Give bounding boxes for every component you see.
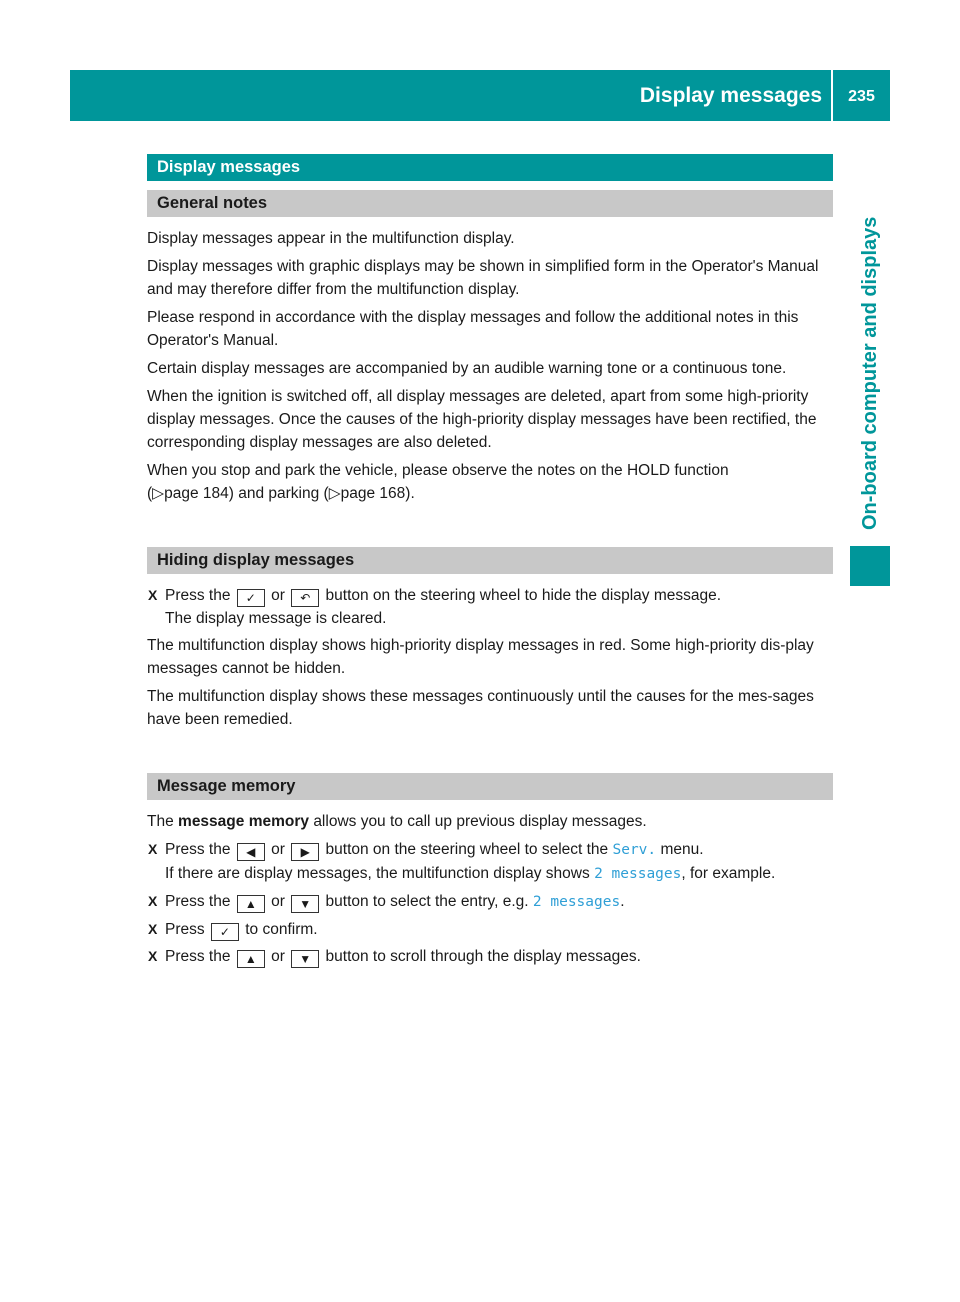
side-tab-marker (850, 546, 890, 586)
text: Press the (165, 841, 231, 858)
page-content (147, 154, 833, 972)
display-text: Serv. (612, 842, 657, 858)
step-result: If there are display messages, the multifunction display shows (165, 865, 590, 882)
step-arrow-icon: X (148, 841, 158, 857)
instruction-step: X Press the ▲ or ▼ button to select the entry, e.g. 2 messages. (147, 890, 833, 914)
up-arrow-key-icon: ▲ (237, 950, 265, 968)
step-arrow-icon: X (148, 948, 158, 964)
page-number: 235 (848, 88, 875, 105)
chapter-heading: Display messages (147, 154, 833, 181)
text: , for example. (681, 865, 776, 882)
ok-key-icon: ✓ (237, 589, 265, 607)
text: Press the (165, 893, 231, 910)
page-reference-icon: ▷ (152, 485, 165, 502)
text: to confirm. (245, 921, 318, 938)
paragraph: Certain display messages are accompanied by an audible warning tone or a continuous tone. (147, 360, 787, 377)
paragraph: When the ignition is switched off, all display messages are deleted, apart from some high-priority display messages. Once the causes of the high-priority display messages have been rectified, the corresponding display messages are also deleted. (147, 388, 817, 451)
page-header (70, 70, 890, 121)
page-reference[interactable]: page 168 (340, 485, 406, 502)
page-reference[interactable]: page 184 (164, 485, 229, 502)
display-text: 2 messages (594, 866, 682, 882)
paragraph-hold-reference: When you stop and park the vehicle, please observe the notes on the HOLD function (▷page 184) and parking (▷page 168). (147, 462, 729, 502)
bold-term: message memory (178, 813, 309, 830)
paragraph: The multifunction display shows high-priority display messages in red. Some high-priority dis-play messages cannot be hidden. (147, 637, 814, 677)
text: Press the (165, 948, 231, 965)
page-reference-icon: ▷ (328, 485, 341, 502)
display-text: 2 messages (532, 894, 621, 910)
down-arrow-key-icon: ▼ (291, 950, 319, 968)
text: or (271, 893, 285, 910)
instruction-step (147, 838, 833, 886)
step-arrow-icon: X (148, 587, 158, 603)
text: The (147, 813, 174, 830)
header-title: Display messages (639, 84, 822, 107)
paragraph: Display messages appear in the multifunction display. (147, 230, 515, 247)
back-key-icon: ↶ (291, 589, 319, 607)
text: or (271, 587, 285, 604)
text: button to select the entry, e.g. (325, 893, 529, 910)
section-heading-hiding: Hiding display messages (147, 547, 833, 574)
down-arrow-key-icon: ▼ (291, 895, 319, 913)
section-heading-message-memory: Message memory (147, 773, 833, 800)
section-heading-general-notes: General notes (147, 190, 833, 217)
paragraph: Please respond in accordance with the display messages and follow the additional notes in this Operator's Manual. (147, 309, 799, 349)
step-arrow-icon: X (148, 921, 158, 937)
step-arrow-icon: X (148, 893, 158, 909)
text: button on the steering wheel to select the (325, 841, 609, 858)
instruction-step (147, 945, 833, 968)
paragraph: The multifunction display shows these messages continuously until the causes for the mes-sages have been remedied. (147, 688, 814, 728)
up-arrow-key-icon: ▲ (237, 895, 265, 913)
text: and parking (238, 485, 320, 502)
text: button on the steering wheel to hide the display message. (325, 587, 722, 604)
side-tab-label: On-board computer and displays (859, 216, 881, 530)
left-arrow-key-icon: ◀ (237, 843, 265, 861)
text: or (271, 948, 285, 965)
text: Press the (165, 587, 231, 604)
ok-key-icon: ✓ (211, 923, 239, 941)
text: allows you to call up previous display messages. (313, 813, 647, 830)
step-result: The display message is cleared. (165, 610, 387, 627)
text: button to scroll through the display messages. (325, 948, 641, 965)
right-arrow-key-icon: ▶ (291, 843, 319, 861)
instruction-step (147, 918, 833, 941)
text: or (271, 841, 285, 858)
text: When you stop and park the vehicle, please observe the notes on the HOLD function (147, 462, 729, 479)
paragraph: Display messages with graphic displays may be shown in simplified form in the Operator's Manual and may therefore differ from the multifunction display. (147, 258, 819, 298)
text: Press (165, 921, 205, 938)
text: menu. (660, 841, 704, 858)
paragraph-intro (147, 810, 833, 833)
instruction-step (147, 584, 833, 630)
